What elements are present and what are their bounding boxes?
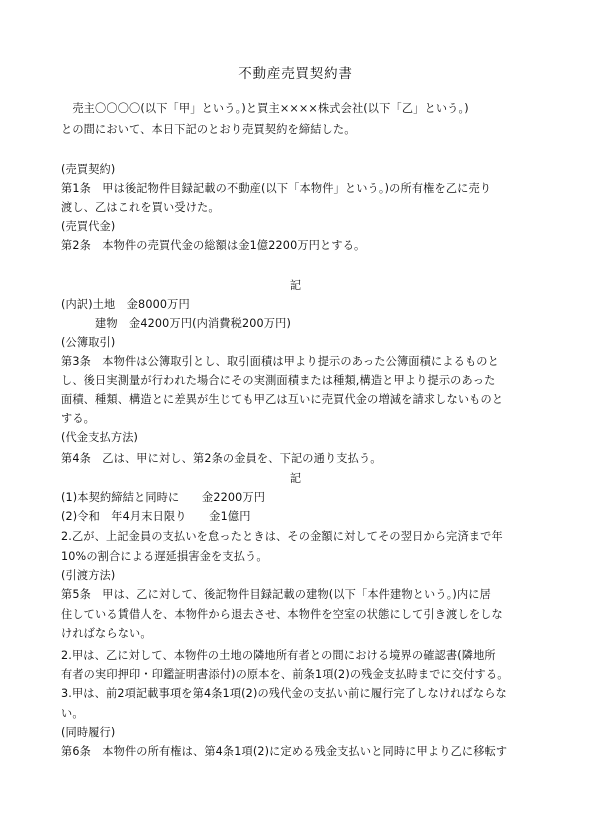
preamble-line-2: との間において、本日下記のとおり売買契約を締結した。 [61, 123, 356, 136]
payment-item-1: (1)本契約締結と同時に 金2200万円 [61, 491, 266, 504]
article-5-para-3-line-2: い。 [61, 707, 84, 720]
breakdown-building: 建物 金4200万円(内消費税200万円) [61, 317, 291, 330]
article-heading: (売買代金) [61, 220, 116, 233]
article-5-para-3-line-1: 3.甲は、前2項記載事項を第4条1項(2)の残代金の支払い前に履行完了しなければならな [61, 687, 507, 700]
article-heading: (売買契約) [61, 163, 116, 176]
article-heading: (同時履行) [61, 726, 116, 739]
breakdown-land: (内訳)土地 金8000万円 [61, 298, 190, 311]
article-heading: (公簿取引) [61, 336, 116, 349]
document-title: 不動産売買契約書 [238, 66, 353, 82]
article-5-line-1: 第5条 甲は、乙に対して、後記物件目録記載の建物(以下「本件建物という。)内に居 [61, 588, 491, 601]
article-5-line-3: ければならない。 [61, 627, 152, 640]
preamble-line-1: 売主〇〇〇〇(以下「甲」という。)と買主××××株式会社(以下「乙」という。) [61, 102, 469, 115]
article-5-para-2-line-2: 有者の実印押印・印鑑証明書添付)の原本を、前条1項(2)の残金支払時までに交付する。 [61, 668, 509, 681]
article-5-line-2: 住している賃借人を、本物件から退去させ、本物件を空室の状態にして引き渡しをしな [61, 608, 503, 621]
article-4-para-2-line-2: 10%の割合による遅延損害金を支払う。 [61, 550, 268, 563]
article-4-line-1: 第4条 乙は、甲に対し、第2条の金員を、下記の通り支払う。 [61, 452, 382, 465]
article-1-line-2: 渡し、乙はこれを買い受けた。 [61, 201, 220, 214]
article-3-line-1: 第3条 本物件は公簿取引とし、取引面積は甲より提示のあった公簿面積によるものと [61, 355, 499, 368]
ki-heading: 記 [289, 279, 302, 292]
article-3-line-3: 面積、種類、構造とに差異が生じても甲乙は互いに売買代金の増減を請求しないものと [61, 393, 504, 406]
article-5-para-2-line-1: 2.甲は、乙に対して、本物件の土地の隣地所有者との間における境界の確認書(隣地所 [61, 649, 496, 662]
article-6-line-1: 第6条 本物件の所有権は、第4条1項(2)に定める残金支払いと同時に甲より乙に移転す [61, 745, 508, 758]
article-2-line-1: 第2条 本物件の売買代金の総額は金1億2200万円とする。 [61, 239, 366, 252]
article-1-line-1: 第1条 甲は後記物件目録記載の不動産(以下「本物件」という。)の所有権を乙に売り [61, 182, 492, 195]
ki-heading: 記 [289, 472, 302, 485]
article-3-line-2: し、後日実測量が行われた場合にその実測面積または種類,構造と甲より提示のあった [61, 374, 496, 387]
article-heading: (引渡方法) [61, 569, 116, 582]
article-heading: (代金支払方法) [61, 431, 139, 444]
article-4-para-2-line-1: 2.乙が、上記金員の支払いを怠ったときは、その金額に対してその翌日から完済まで年 [61, 530, 503, 543]
article-3-line-4: する。 [61, 412, 96, 425]
payment-item-2: (2)令和 年4月末日限り 金1億円 [61, 510, 251, 523]
